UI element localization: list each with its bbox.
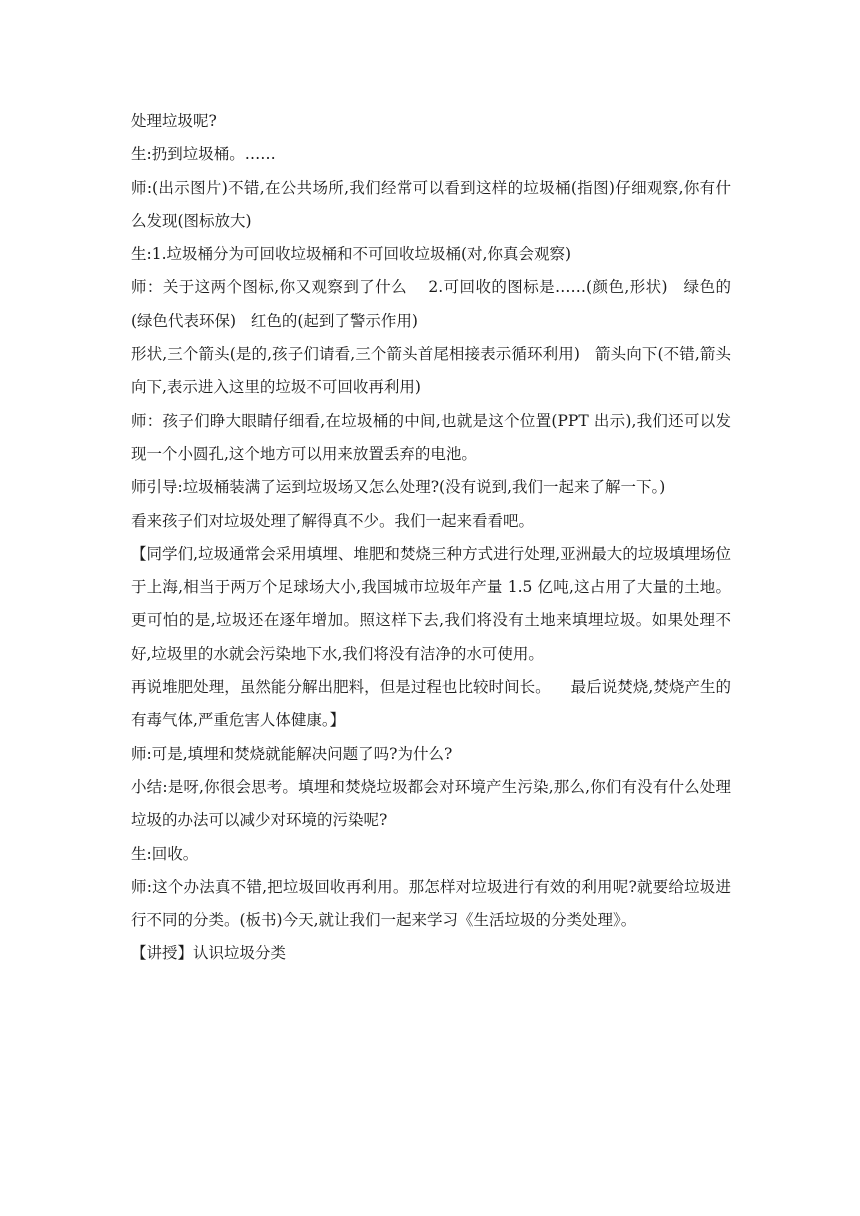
document-body [131,105,731,971]
paragraph-5: 师：关于这两个图标,你又观察到了什么 2.可回收的图标是……(颜色,形状) 绿色的(绿色代表环保) 红色的(起到了警示作用) [131,278,731,330]
paragraph-14: 生:回收。 [131,844,199,863]
paragraph-1: 处理垃圾呢? [131,112,217,130]
paragraph-9: 看来孩子们对垃圾处理了解得真不少。我们一起来看看吧。 [131,511,535,530]
paragraph-3: 师:(出示图片)不错,在公共场所,我们经常可以看到这样的垃圾桶(指图)仔细观察,你有什么发现(图标放大) [131,178,731,230]
paragraph-12: 师:可是,填埋和焚烧就能解决问题了吗?为什么? [131,744,453,763]
paragraph-15: 师:这个办法真不错,把垃圾回收再利用。那怎样对垃圾进行有效的利用呢?就要给垃圾进行不同的分类。(板书)今天,就让我们一起来学习《生活垃圾的分类处理》。 [131,877,731,930]
paragraph-16: 【讲授】认识垃圾分类 [131,944,287,963]
paragraph-4: 生:1.垃圾桶分为可回收垃圾桶和不可回收垃圾桶(对,你真会观察) [131,245,572,264]
paragraph-11: 再说堆肥处理，虽然能分解出肥料，但是过程也比较时间长。 最后说焚烧,焚烧产生的有毒气体,严重危害人体健康。】 [131,678,731,730]
paragraph-8: 师引导:垃圾桶装满了运到垃圾场又怎么处理?(没有说到,我们一起来了解一下。) [131,478,666,497]
paragraph-13: 小结:是呀,你很会思考。填埋和焚烧垃圾都会对环境产生污染,那么,你们有没有什么处理垃圾的办法可以减少对环境的污染呢? [131,777,731,830]
paragraph-10: 【同学们,垃圾通常会采用填埋、堆肥和焚烧三种方式进行处理,亚洲最大的垃圾填埋场位于上海,相当于两万个足球场大小,我国城市垃圾年产量 1.5 亿吨,这占用了大量的土地。更可怕的是,垃圾还在逐年增加。照这样下去,我们将没有土地来填埋垃圾。如果处理不好,垃圾里的水就会污染地下水,我们将没有洁净的水可使用。 [131,544,731,663]
paragraph-7: 师：孩子们睁大眼睛仔细看,在垃圾桶的中间,也就是这个位置(PPT 出示),我们还可以发现一个小圆孔,这个地方可以用来放置丢弃的电池。 [131,411,731,463]
paragraph-2: 生:扔到垃圾桶。…… [131,145,276,164]
paragraph-6: 形状,三个箭头(是的,孩子们请看,三个箭头首尾相接表示循环利用) 箭头向下(不错,箭头向下,表示进入这里的垃圾不可回收再利用) [131,345,731,397]
